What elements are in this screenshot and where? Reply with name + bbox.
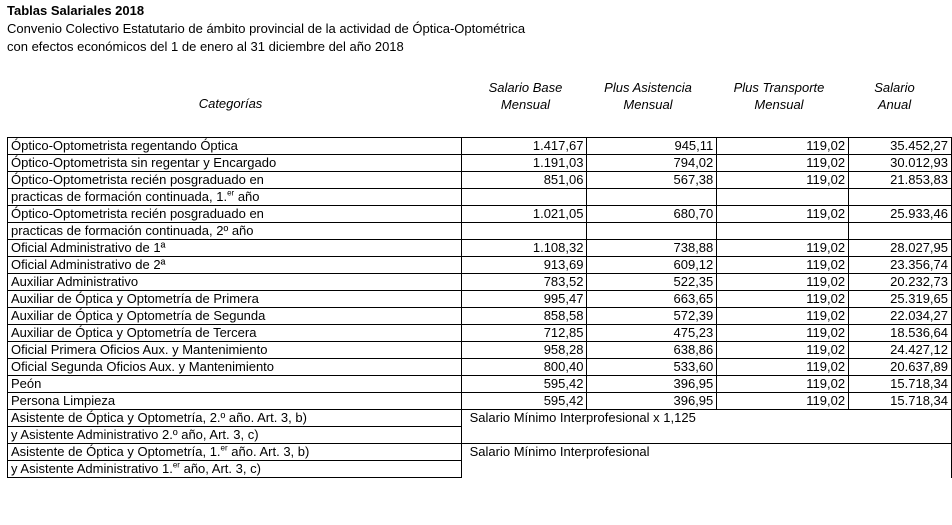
category-text: año xyxy=(234,189,260,204)
salario-base-cell: 1.108,32 xyxy=(461,240,587,257)
salario-base-cell: 783,52 xyxy=(461,274,587,291)
plus-asistencia-cell: 680,70 xyxy=(587,206,717,223)
plus-transporte-cell: 119,02 xyxy=(717,342,849,359)
salario-base-cell: 851,06 xyxy=(461,172,587,189)
empty-cell xyxy=(461,223,587,240)
salario-anual-cell: 25.933,46 xyxy=(849,206,952,223)
category-text: año. Art. 3, b) xyxy=(227,444,310,459)
table-row xyxy=(8,240,952,257)
ordinal-superscript: er xyxy=(172,460,180,470)
col-header-plus-transporte xyxy=(714,79,844,113)
ordinal-superscript: er xyxy=(227,188,235,198)
salario-base-cell: 1.417,67 xyxy=(461,138,587,155)
salary-note-cell: Salario Mínimo Interprofesional xyxy=(461,444,951,478)
plus-asistencia-cell: 567,38 xyxy=(587,172,717,189)
table-row xyxy=(8,291,952,308)
plus-transporte-cell: 119,02 xyxy=(717,257,849,274)
salary-table xyxy=(7,137,952,478)
category-cell: Auxiliar de Óptica y Optometría de Segunda xyxy=(8,308,462,325)
table-row xyxy=(8,274,952,291)
subtitle-line-1: Convenio Colectivo Estatutario de ámbito provincial de la actividad de Óptica-Optométrica xyxy=(7,21,526,36)
plus-transporte-cell: 119,02 xyxy=(717,359,849,376)
plus-transporte-cell: 119,02 xyxy=(717,308,849,325)
category-text: año, Art. 3, c) xyxy=(179,461,261,476)
table-row xyxy=(8,308,952,325)
salario-base-cell: 1.021,05 xyxy=(461,206,587,223)
empty-cell xyxy=(849,223,952,240)
category-text: y Asistente Administrativo 1. xyxy=(11,461,173,476)
category-cell: Peón xyxy=(8,376,462,393)
subtitle-line-2: con efectos económicos del 1 de enero al 31 diciembre del año 2018 xyxy=(7,39,404,54)
salario-base-cell: 595,42 xyxy=(461,393,587,410)
empty-cell xyxy=(717,223,849,240)
salario-base-cell: 913,69 xyxy=(461,257,587,274)
salario-anual-cell: 18.536,64 xyxy=(849,325,952,342)
salario-anual-cell: 15.718,34 xyxy=(849,376,952,393)
category-cell: Óptico-Optometrista recién posgraduado en xyxy=(8,206,462,223)
table-row xyxy=(8,138,952,155)
salario-base-cell: 958,28 xyxy=(461,342,587,359)
table-row xyxy=(8,206,952,223)
plus-asistencia-cell: 638,86 xyxy=(587,342,717,359)
plus-transporte-cell: 119,02 xyxy=(717,172,849,189)
col-header-plus-asistencia-line2: Mensual xyxy=(623,97,673,112)
empty-cell xyxy=(587,189,717,206)
empty-cell xyxy=(849,189,952,206)
col-header-plus-transporte-line1: Plus Transporte xyxy=(733,80,825,95)
salario-anual-cell: 25.319,65 xyxy=(849,291,952,308)
table-row xyxy=(8,155,952,172)
category-cell: Óptico-Optometrista regentando Óptica xyxy=(8,138,462,155)
plus-asistencia-cell: 522,35 xyxy=(587,274,717,291)
table-row-footer xyxy=(8,410,952,427)
salario-base-cell: 595,42 xyxy=(461,376,587,393)
salario-anual-cell: 30.012,93 xyxy=(849,155,952,172)
table-row-continuation xyxy=(8,189,952,206)
category-cell-continuation: practicas de formación continuada, 2º año xyxy=(8,223,462,240)
salario-anual-cell: 15.718,34 xyxy=(849,393,952,410)
salario-base-cell: 858,58 xyxy=(461,308,587,325)
salario-anual-cell: 35.452,27 xyxy=(849,138,952,155)
category-cell: Oficial Primera Oficios Aux. y Mantenimiento xyxy=(8,342,462,359)
col-header-category xyxy=(7,95,454,112)
col-header-plus-asistencia-line1: Plus Asistencia xyxy=(604,80,692,95)
category-text: Asistente de Óptica y Optometría, 1. xyxy=(11,444,221,459)
category-cell: Oficial Administrativo de 2ª xyxy=(8,257,462,274)
category-cell: Asistente de Óptica y Optometría, 2.º año. Art. 3, b) xyxy=(8,410,462,427)
plus-asistencia-cell: 663,65 xyxy=(587,291,717,308)
category-cell: Óptico-Optometrista sin regentar y Encargado xyxy=(8,155,462,172)
plus-asistencia-cell: 475,23 xyxy=(587,325,717,342)
salario-anual-cell: 24.427,12 xyxy=(849,342,952,359)
category-cell: Auxiliar de Óptica y Optometría de Tercera xyxy=(8,325,462,342)
table-row xyxy=(8,172,952,189)
category-cell-continuation: y Asistente Administrativo 2.º año, Art. 3, c) xyxy=(8,427,462,444)
plus-transporte-cell: 119,02 xyxy=(717,155,849,172)
category-cell: Oficial Segunda Oficios Aux. y Mantenimiento xyxy=(8,359,462,376)
salario-anual-cell: 20.232,73 xyxy=(849,274,952,291)
page-title: Tablas Salariales 2018 xyxy=(7,3,145,18)
category-cell: Óptico-Optometrista recién posgraduado en xyxy=(8,172,462,189)
col-header-plus-transporte-line2: Mensual xyxy=(754,97,804,112)
col-header-salario-anual-line1: Salario xyxy=(874,80,915,95)
col-header-salario-anual-line2: Anual xyxy=(877,97,912,112)
col-header-plus-asistencia xyxy=(584,79,712,113)
table-row xyxy=(8,257,952,274)
plus-asistencia-cell: 396,95 xyxy=(587,393,717,410)
table-row-continuation xyxy=(8,223,952,240)
table-row xyxy=(8,376,952,393)
category-cell: Persona Limpieza xyxy=(8,393,462,410)
plus-transporte-cell: 119,02 xyxy=(717,206,849,223)
ordinal-superscript: er xyxy=(220,443,228,453)
plus-transporte-cell: 119,02 xyxy=(717,393,849,410)
plus-transporte-cell: 119,02 xyxy=(717,376,849,393)
table-row xyxy=(8,393,952,410)
plus-asistencia-cell: 794,02 xyxy=(587,155,717,172)
salario-anual-cell: 28.027,95 xyxy=(849,240,952,257)
plus-asistencia-cell: 609,12 xyxy=(587,257,717,274)
plus-transporte-cell: 119,02 xyxy=(717,291,849,308)
plus-asistencia-cell: 533,60 xyxy=(587,359,717,376)
salary-note-cell: Salario Mínimo Interprofesional x 1,125 xyxy=(461,410,951,444)
salario-anual-cell: 21.853,83 xyxy=(849,172,952,189)
category-cell: Oficial Administrativo de 1ª xyxy=(8,240,462,257)
empty-cell xyxy=(461,189,587,206)
salario-base-cell: 995,47 xyxy=(461,291,587,308)
salario-base-cell: 800,40 xyxy=(461,359,587,376)
col-header-category-label: Categorías xyxy=(198,96,263,111)
category-text: practicas de formación continuada, 1. xyxy=(11,189,228,204)
col-header-salario-base xyxy=(463,79,588,113)
col-header-salario-base-line1: Salario Base xyxy=(488,80,563,95)
col-header-salario-anual xyxy=(842,79,947,113)
category-cell-continuation xyxy=(8,189,462,206)
table-row-footer xyxy=(8,444,952,461)
category-cell-continuation xyxy=(8,461,462,478)
plus-transporte-cell: 119,02 xyxy=(717,274,849,291)
empty-cell xyxy=(717,189,849,206)
plus-asistencia-cell: 945,11 xyxy=(587,138,717,155)
category-cell: Auxiliar Administrativo xyxy=(8,274,462,291)
plus-transporte-cell: 119,02 xyxy=(717,138,849,155)
category-cell xyxy=(8,444,462,461)
plus-transporte-cell: 119,02 xyxy=(717,240,849,257)
salario-base-cell: 1.191,03 xyxy=(461,155,587,172)
empty-cell xyxy=(587,223,717,240)
col-header-salario-base-line2: Mensual xyxy=(500,97,551,112)
table-row xyxy=(8,359,952,376)
salario-anual-cell: 20.637,89 xyxy=(849,359,952,376)
salario-anual-cell: 23.356,74 xyxy=(849,257,952,274)
table-row xyxy=(8,325,952,342)
salario-base-cell: 712,85 xyxy=(461,325,587,342)
plus-asistencia-cell: 572,39 xyxy=(587,308,717,325)
plus-asistencia-cell: 738,88 xyxy=(587,240,717,257)
plus-asistencia-cell: 396,95 xyxy=(587,376,717,393)
plus-transporte-cell: 119,02 xyxy=(717,325,849,342)
salario-anual-cell: 22.034,27 xyxy=(849,308,952,325)
table-row xyxy=(8,342,952,359)
category-cell: Auxiliar de Óptica y Optometría de Primera xyxy=(8,291,462,308)
